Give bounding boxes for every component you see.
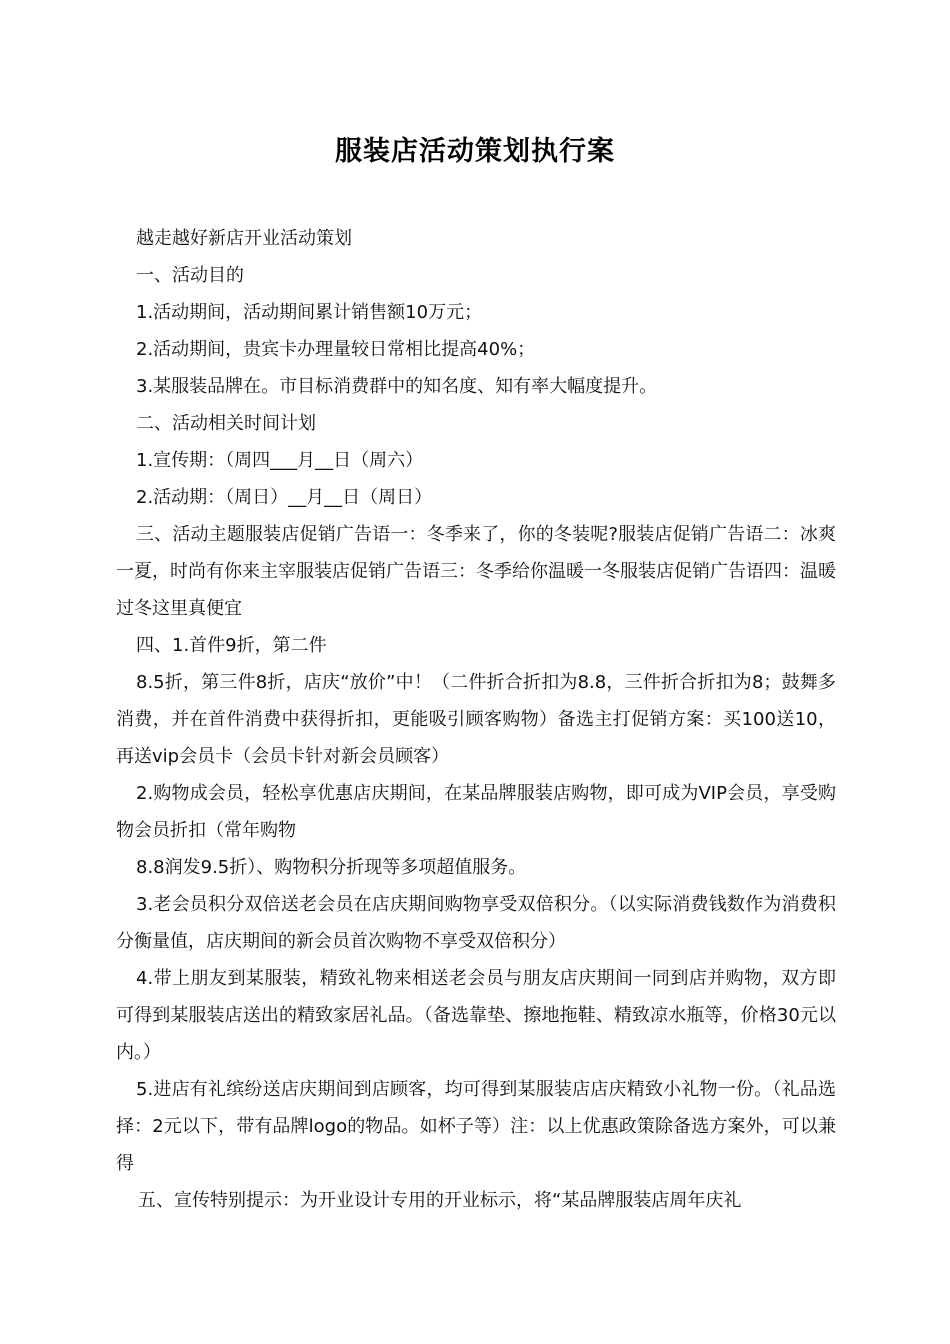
paragraph-offer-3: 3.老会员积分双倍送老会员在店庆期间购物享受双倍积分。（以实际消费钱数作为消费积分衡量值，店庆期间的新会员首次购物不享受双倍积分） [116, 894, 836, 952]
document-body [116, 220, 836, 1219]
paragraph-subtitle: 越走越好新店开业活动策划 [136, 228, 352, 249]
paragraph-offer-2: 2.购物成会员，轻松享优惠店庆期间，在某品牌服装店购物，即可成为VIP会员，享受购物会员折扣（常年购物 [116, 783, 836, 841]
paragraph-offer-4: 4.带上朋友到某服装，精致礼物来相送老会员与朋友店庆期间一同到店并购物，双方即可得到某服装店送出的精致家居礼品。（备选靠垫、擦地拖鞋、精致凉水瓶等，价格30元以内。） [116, 968, 836, 1063]
paragraph-offer-5: 5.进店有礼缤纷送店庆期间到店顾客，均可得到某服装店店庆精致小礼物一份。（礼品选择：2元以下，带有品牌logo的物品。如杯子等）注：以上优惠政策除备选方案外，可以兼得 [116, 1079, 836, 1174]
paragraph-goal-2: 2.活动期间，贵宾卡办理量较日常相比提高40%； [136, 339, 536, 360]
paragraph-schedule-1: 1.宣传期：（周四___月__日（周六） [136, 450, 424, 471]
paragraph-offer-1-detail: 8.5折，第三件8折，店庆“放价”中！（二件折合折扣为8.8，三件折合折扣为8；鼓舞多消费，并在首件消费中获得折扣，更能吸引顾客购物）备选主打促销方案：买100送10，再送vip会员卡（会员卡针对新会员顾客） [116, 672, 836, 767]
document-title: 服装店活动策划执行案 [335, 136, 615, 167]
paragraph-goal-3: 3.某服装品牌在。市目标消费群中的知名度、知有率大幅度提升。 [136, 376, 658, 397]
paragraph-theme: 三、活动主题服装店促销广告语一：冬季来了，你的冬装呢?服装店促销广告语二：冰爽一夏，时尚有你来主宰服装店促销广告语三：冬季给你温暖一冬服装店促销广告语四：温暖过冬这里真便宜 [116, 524, 836, 619]
paragraph-goal-1: 1.活动期间，活动期间累计销售额10万元； [136, 302, 483, 323]
section-heading-schedule: 二、活动相关时间计划 [136, 413, 316, 434]
paragraph-offer-1-intro: 四、1.首件9折，第二件 [136, 635, 327, 656]
section-heading-goals: 一、活动目的 [136, 265, 244, 286]
paragraph-offer-2-continued: 8.8润发9.5折）、购物积分折现等多项超值服务。 [136, 857, 527, 878]
paragraph-schedule-2: 2.活动期：（周日）__月__日（周日） [136, 487, 433, 508]
section-heading-promotion: 五、宣传特别提示：为开业设计专用的开业标示，将“某品牌服装店周年庆礼 [138, 1190, 742, 1211]
